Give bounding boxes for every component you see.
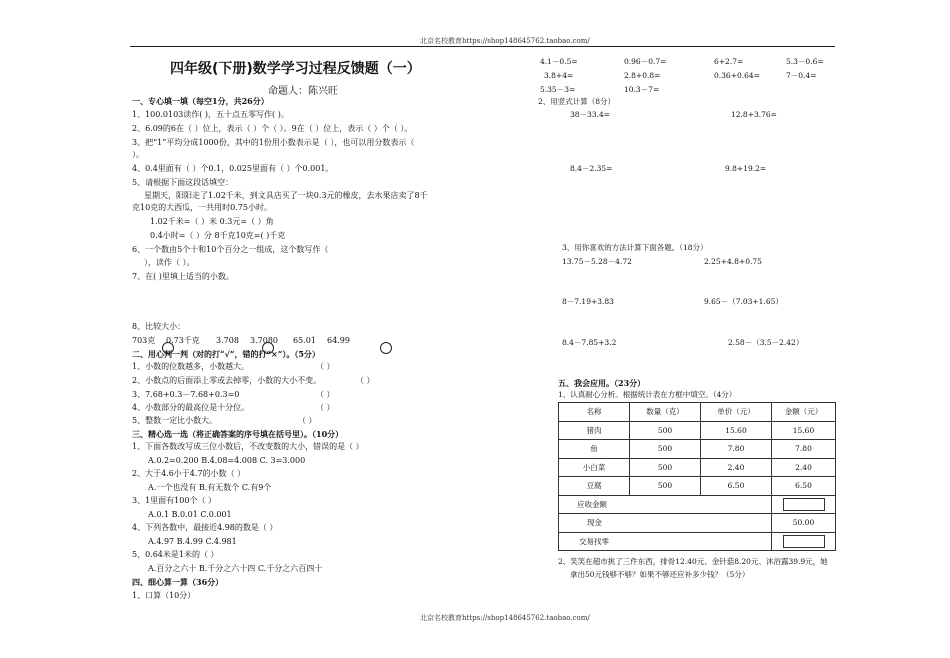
question-1-2: 2、6.09的6在（ ）位上，表示（ ）个（ ）。9在（ ）位上，表示（ ）个（ ）。 [132,124,413,133]
compare-item: 65.01 [293,336,316,345]
choice-4-options: A.4.97 B.4.99 C.4.981 [148,537,237,546]
table-cell: 6.50 [701,477,772,496]
question-1-5-passage-cont: 克10克的大西瓜，一共用时0.75小时。 [132,203,272,212]
section-4-question-1: 1、口算（10分） [132,591,196,600]
question-1-3-cont: ）。 [132,150,144,159]
section-5-question-2: 2、笑笑在超市挑了三件东西，排骨12.40元、金针菇8.20元、沐浴露39.9元，她 [558,557,828,566]
vertical-calc: 9.8+19.2= [725,164,767,173]
section-5-question-1: 1、认真耐心分析。根据统计表在方框中填空。（4分） [558,390,737,399]
change-box[interactable] [783,535,825,548]
question-1-7: 7、在( )里填上适当的小数。 [132,272,234,281]
table-cell: 豆腐 [559,477,630,496]
oral-calc: 6+2.7= [714,57,744,66]
question-1-5-fill-2: 0.4小时=（ ）分 8千克10克=( )千克 [150,231,286,240]
judge-5: 5、整数一定比小数大。 [132,416,218,425]
table-cell: 7.80 [701,440,772,459]
easy-calc: 2.25+4.8+0.75 [704,257,762,266]
section-1-title: 一、专心填一填（每空1分，共26分） [132,96,269,106]
table-row [559,440,836,459]
compare-circle[interactable] [380,342,392,354]
judge-2-paren[interactable]: （ ） [356,376,375,385]
choice-4: 4、下列各数中，最接近4.98的数是（ ） [132,523,278,532]
oral-calc: 3.8+4= [544,71,574,80]
easy-calc: 2.58－（3.5－2.42） [728,338,804,347]
oral-calc: 10.3－7= [624,85,660,94]
easy-calc: 8.4－7.85+3.2 [562,338,617,347]
choice-2-options: A.一个也没有 B.有无数个 C.有9个 [148,483,272,492]
change-label: 交易找零 [559,532,772,551]
easy-calc: 13.75－5.28－4.72 [562,257,632,266]
judge-3-paren[interactable]: （ ） [316,390,335,399]
question-1-4: 4、0.4里面有（ ）个0.1，0.025里面有（ ）个0.001。 [132,164,334,173]
choice-2: 2、大于4.6小于4.7的小数（ ） [132,469,246,478]
table-cell: 15.60 [701,421,772,440]
table-row [559,477,836,496]
table-cell: 7.80 [772,440,836,459]
oral-calc: 0.36+0.64= [714,71,760,80]
question-1-5-passage: 星期天，阳阳走了1.02千米，到文具店买了一块0.3元的橡皮，去水果店卖了8千 [144,191,428,200]
header-rule [130,46,835,47]
oral-calc: 5.3－0.6= [786,57,824,66]
choice-1: 1、下面各数改写成三位小数后，不改变数的大小，错误的是（ ） [132,442,364,451]
table-cell: 500 [630,421,701,440]
table-row-due [559,495,836,514]
easy-calc: 8－7.19+3.83 [562,297,614,306]
table-cell: 鱼 [559,440,630,459]
table-cell: 6.50 [772,477,836,496]
vertical-calc-title: 2、用竖式计算（8分） [538,97,616,106]
table-header-row [559,403,836,422]
oral-calc: 2.8+0.8= [624,71,661,80]
compare-item: 0.73千克 [166,336,200,345]
vertical-calc: 12.8+3.76= [731,110,777,119]
question-1-8: 8、比较大小： [132,322,186,331]
easy-calc: 9.65－（7.03+1.65） [704,297,783,306]
table-row [559,458,836,477]
table-header: 数量（克） [630,403,701,422]
question-1-6-cont: ），读作（ ）。 [144,258,195,267]
section-5-title: 五、我会应用。（23分） [558,378,646,388]
cash-value: 50.00 [772,514,836,533]
amount-due-cell [772,495,836,514]
table-header: 名称 [559,403,630,422]
cash-label: 现金 [559,514,772,533]
change-cell [772,532,836,551]
choice-5-options: A.百分之六十 B.千分之六十四 C.千分之六百四十 [148,564,323,573]
judge-4: 4、小数部分的最高位是十分位。 [132,403,250,412]
section-5-question-2-cont: 拿出50元钱够不够？如果不够还应补多少钱？（5分） [570,570,750,579]
vertical-calc: 38－33.4= [570,110,611,119]
table-header: 单价（元） [701,403,772,422]
compare-item: 64.99 [327,336,350,345]
header-url: 北京名校教育https://shop148645762.taobao.com/ [420,37,590,45]
table-cell: 500 [630,440,701,459]
judge-2: 2、小数点的后面添上零或去掉零，小数的大小不变。 [132,376,322,385]
section-3-title: 三、精心选一选（将正确答案的序号填在括号里）。（10分） [132,429,344,439]
table-row-change [559,532,836,551]
table-header: 金额（元） [772,403,836,422]
footer-url: 北京名校教育https://shop148645762.taobao.com/ [420,614,590,622]
easy-calc-title: 3、用你喜欢的方法计算下面各题。（18分） [562,243,708,252]
oral-calc: 5.35－3= [540,85,576,94]
choice-1-options: A.0.2=0.200 B.4.08=4.008 C. 3=3.000 [148,456,306,465]
judge-5-paren[interactable]: （ ） [298,416,317,425]
judge-1-paren[interactable]: （ ） [316,362,335,371]
price-table [558,402,836,551]
table-cell: 猪肉 [559,421,630,440]
table-cell: 小白菜 [559,458,630,477]
table-cell: 15.60 [772,421,836,440]
choice-5: 5、0.64米是1米的（ ） [132,550,219,559]
table-row [559,421,836,440]
compare-item: 703克 [132,336,156,345]
oral-calc: 4.1－0.5= [540,57,578,66]
author: 命题人：陈兴旺 [268,86,338,97]
table-row-cash [559,514,836,533]
section-4-title: 四、细心算一算（36分） [132,577,224,587]
judge-1: 1、小数的位数越多，小数越大。 [132,362,250,371]
amount-due-label: 应收金额 [559,495,772,514]
vertical-calc: 8.4－2.35= [570,164,613,173]
table-cell: 2.40 [701,458,772,477]
question-1-6: 6、一个数由5个十和10个百分之一组成，这个数写作（ [132,245,329,254]
oral-calc: 7－0.4= [786,71,817,80]
page-title: 四年级(下册)数学学习过程反馈题（一） [170,61,421,77]
question-1-1: 1、100.0103读作( )，五十点五零写作( )。 [132,110,289,119]
oral-calc: 0.96－0.7= [624,57,667,66]
table-cell: 500 [630,477,701,496]
judge-4-paren[interactable]: （ ） [316,403,335,412]
compare-item: 3.7080 [250,336,278,345]
table-cell: 2.40 [772,458,836,477]
table-cell: 500 [630,458,701,477]
amount-due-box[interactable] [783,498,825,511]
choice-3: 3、1里面有100个（ ） [132,496,216,505]
choice-3-options: A.0.1 B.0.01 C.0.001 [148,510,232,519]
compare-item: 3.708 [216,336,239,345]
question-1-3: 3、把“1”平均分成1000份，其中的1份用小数表示是（ ），也可以用分数表示（ [132,138,415,147]
section-2-title: 二、用心判一判（对的打“√”，错的打“×”）。（5分） [132,349,320,359]
judge-3: 3、7.68+0.3－7.68+0.3=0 [132,390,240,399]
question-1-5-fill-1: 1.02千米=（ ）米 0.3元=（ ）角 [150,217,274,226]
question-1-5: 5、请根据下面这段话填空： [132,178,234,187]
